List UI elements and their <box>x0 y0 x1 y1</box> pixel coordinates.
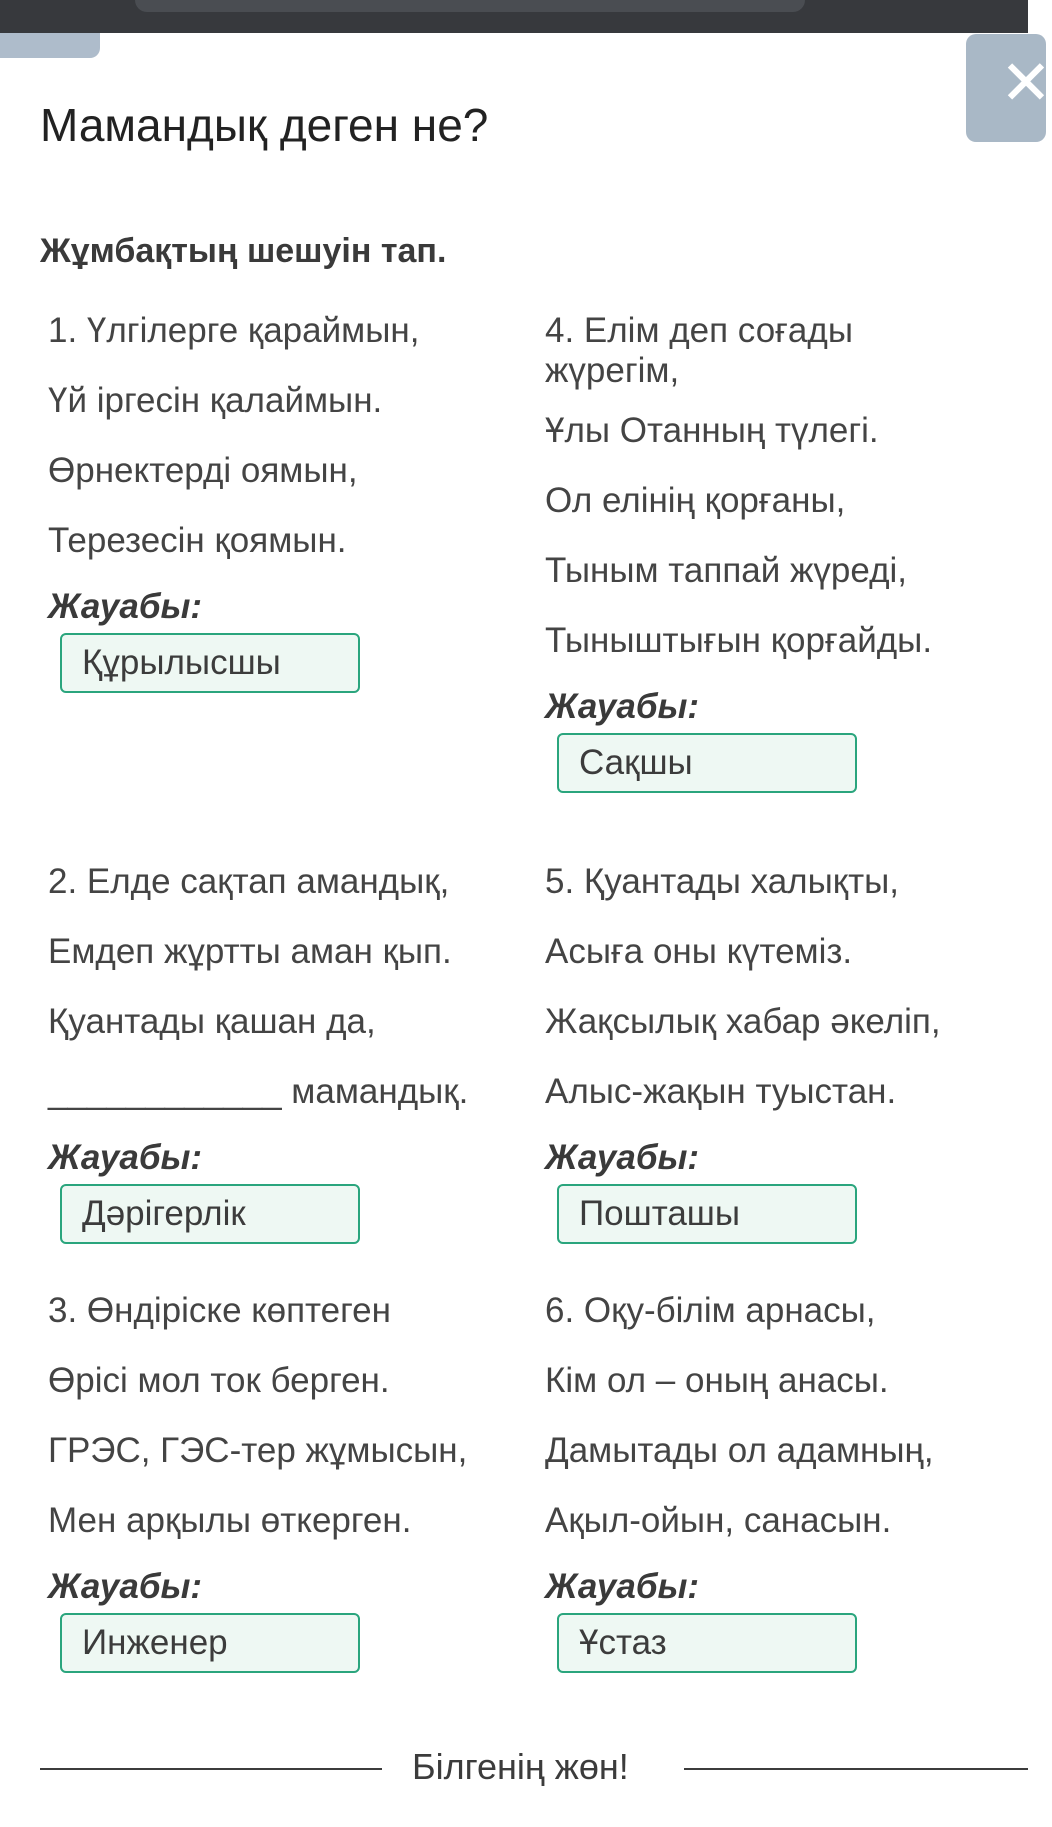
riddle-line: 4. Елім деп соғады <box>545 311 853 350</box>
riddle-4 <box>545 311 932 793</box>
riddle-line: Тыным таппай жүреді, <box>545 551 908 590</box>
riddle-line: Алыс-жақын туыстан. <box>545 1072 897 1111</box>
riddle-line: Жақсылық хабар әкеліп, <box>545 1002 941 1041</box>
riddle-line: 5. Қуантады халықты, <box>545 862 899 901</box>
riddle-line: ГРЭС, ГЭС-тер жұмысын, <box>48 1431 468 1470</box>
riddle-line: Өрнектерді оямын, <box>48 451 358 490</box>
riddle-line: 1. Үлгілерге қараймын, <box>48 311 420 350</box>
answer-field[interactable]: Инженер <box>60 1613 360 1673</box>
browser-top-bar <box>0 0 1028 33</box>
back-tab[interactable] <box>0 33 100 58</box>
riddle-line: Терезесін қоямын. <box>48 521 347 560</box>
footer-divider-left <box>40 1768 382 1770</box>
riddle-line: Үй іргесін қалаймын. <box>48 381 383 420</box>
riddle-line: Ұлы Отанның түлегі. <box>545 411 879 450</box>
riddle-line: жүрегім, <box>545 351 680 390</box>
riddle-line: Дамытады ол адамның, <box>545 1431 934 1470</box>
riddle-line: Кім ол – оның анасы. <box>545 1361 889 1400</box>
riddle-line: Ол елінің қорғаны, <box>545 481 846 520</box>
riddle-line: 2. Елде сақтап амандық, <box>48 862 450 901</box>
footer-caption: Білгенің жөн! <box>412 1746 629 1787</box>
riddle-line: 6. Оқу-білім арнасы, <box>545 1291 876 1330</box>
page-title: Мамандық деген не? <box>40 99 489 151</box>
riddle-3 <box>48 1291 467 1673</box>
riddle-line: 3. Өндіріске көптеген <box>48 1291 391 1330</box>
instruction-text: Жұмбақтың шешуін тап. <box>40 232 447 270</box>
answer-label: Жауабы: <box>545 1138 700 1177</box>
answer-field[interactable]: Дәрігерлік <box>60 1184 360 1244</box>
riddle-6 <box>545 1291 934 1673</box>
riddle-line: Өрісі мол ток берген. <box>48 1361 390 1400</box>
answer-field[interactable]: Құрылысшы <box>60 633 360 693</box>
close-icon: ✕ <box>1000 46 1052 119</box>
riddle-line: Қуантады қашан да, <box>48 1002 376 1041</box>
close-button[interactable] <box>966 34 1052 142</box>
answer-field[interactable]: Ұстаз <box>557 1613 857 1673</box>
footer-divider-right <box>684 1768 1028 1770</box>
riddle-line: Асыға оны күтеміз. <box>545 932 853 971</box>
riddle-line: Тыныштығын қорғайды. <box>545 621 933 660</box>
riddle-line: Ақыл-ойын, санасын. <box>545 1501 892 1540</box>
answer-field[interactable]: Сақшы <box>557 733 857 793</box>
answer-label: Жауабы: <box>545 687 700 726</box>
answer-label: Жауабы: <box>545 1567 700 1606</box>
riddle-5 <box>545 862 941 1244</box>
riddle-2 <box>48 862 468 1244</box>
answer-label: Жауабы: <box>48 587 203 626</box>
answer-label: Жауабы: <box>48 1138 203 1177</box>
answer-label: Жауабы: <box>48 1567 203 1606</box>
riddle-line: Емдеп жұртты аман қып. <box>48 932 452 971</box>
riddle-line: Мен арқылы өткерген. <box>48 1501 412 1540</box>
riddle-line: ____________ мамандық. <box>48 1072 469 1111</box>
address-bar[interactable] <box>135 0 805 12</box>
answer-field[interactable]: Пошташы <box>557 1184 857 1244</box>
riddle-1 <box>48 311 419 693</box>
